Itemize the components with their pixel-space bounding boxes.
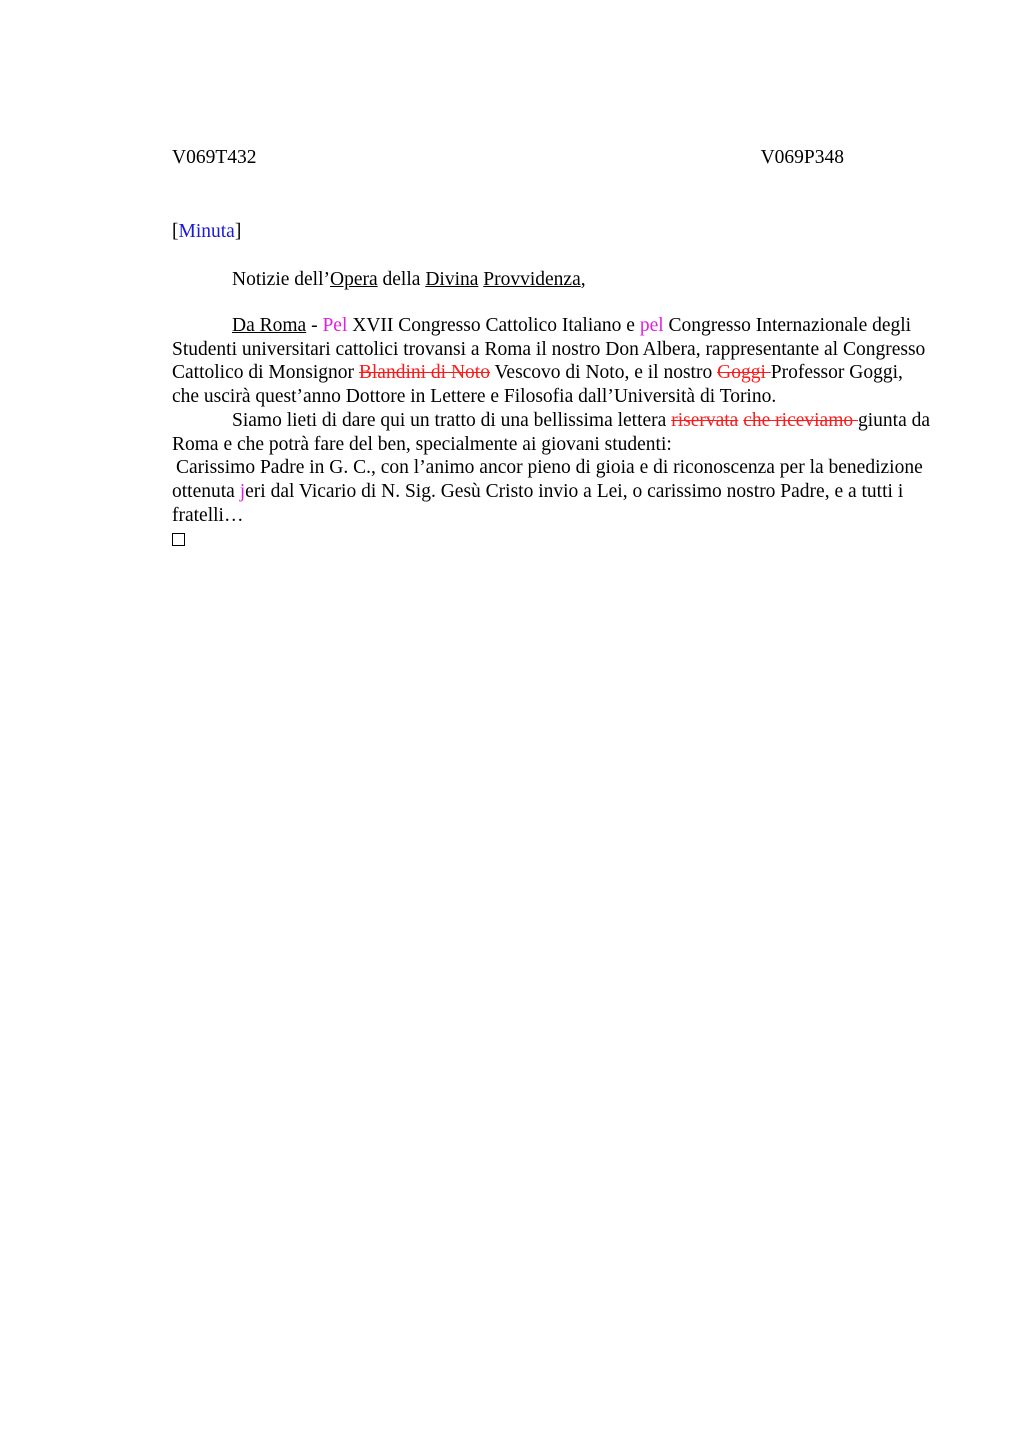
para1-text-5: Professor Goggi, che uscirà quest’anno Dottore in Lettere e Filosofia dall’Università di Torino. <box>172 362 903 408</box>
para1-text-4: Vescovo di Noto, e il nostro <box>489 362 718 384</box>
inserted-j: j <box>239 480 246 502</box>
minuta-label <box>172 218 932 246</box>
paragraph-da-roma <box>172 314 932 409</box>
right-document-code: V069P348 <box>760 147 844 168</box>
heading-divina: Divina <box>425 269 479 290</box>
document-heading <box>172 266 932 294</box>
quote-text-2: eri dal Vicario di N. Sig. Gesù Cristo invio a Lei, o carissimo nostro Padre, e a tutti i fratelli… <box>172 480 904 526</box>
para1-text-3: Congresso Internazionale degli Studenti universitari cattolici trovansi a Roma il nostro Don Albera, rappresentante al Congresso Cattolico di Monsignor <box>172 315 926 384</box>
minuta-close-bracket: ] <box>234 221 242 242</box>
quote-text-1: Carissimo Padre in G. C., con l’animo ancor pieno di gioia e di riconoscenza per la benedizione ottenuta <box>172 457 923 502</box>
heading-text-4: , <box>580 269 586 290</box>
inserted-pel-1: Pel <box>322 315 348 336</box>
minuta-open-bracket: [ <box>172 221 179 242</box>
minuta-word: Minuta <box>178 221 235 242</box>
para1-text-2: XVII Congresso Cattolico Italiano e <box>347 315 640 336</box>
heading-text-1: Notizie dell’ <box>232 269 331 290</box>
left-document-code: V069T432 <box>172 147 257 168</box>
paragraph-siamo-lieti <box>172 409 932 456</box>
empty-box-symbol <box>172 533 185 546</box>
deleted-che-riceviamo: che riceviamo <box>743 409 858 431</box>
deleted-goggi: Goggi <box>717 362 771 384</box>
da-roma-heading: Da Roma <box>232 315 307 336</box>
deleted-riservata: riservata <box>671 409 739 431</box>
deleted-blandini-di-noto: Blandini di Noto <box>358 362 490 384</box>
heading-provvidenza: Provvidenza <box>483 269 581 290</box>
para1-text-1: - <box>306 315 323 336</box>
inserted-pel-2: pel <box>639 315 664 336</box>
document-codes <box>172 144 844 172</box>
para2-text-3: giunta da Roma e che potrà fare del ben, specialmente ai giovani studenti: <box>172 409 931 455</box>
document-page <box>172 144 932 546</box>
para2-text-1: Siamo lieti di dare qui un tratto di una bellissima lettera <box>232 409 672 431</box>
quoted-letter <box>172 456 932 527</box>
heading-text-2: della <box>377 269 426 290</box>
heading-opera: Opera <box>330 269 378 290</box>
